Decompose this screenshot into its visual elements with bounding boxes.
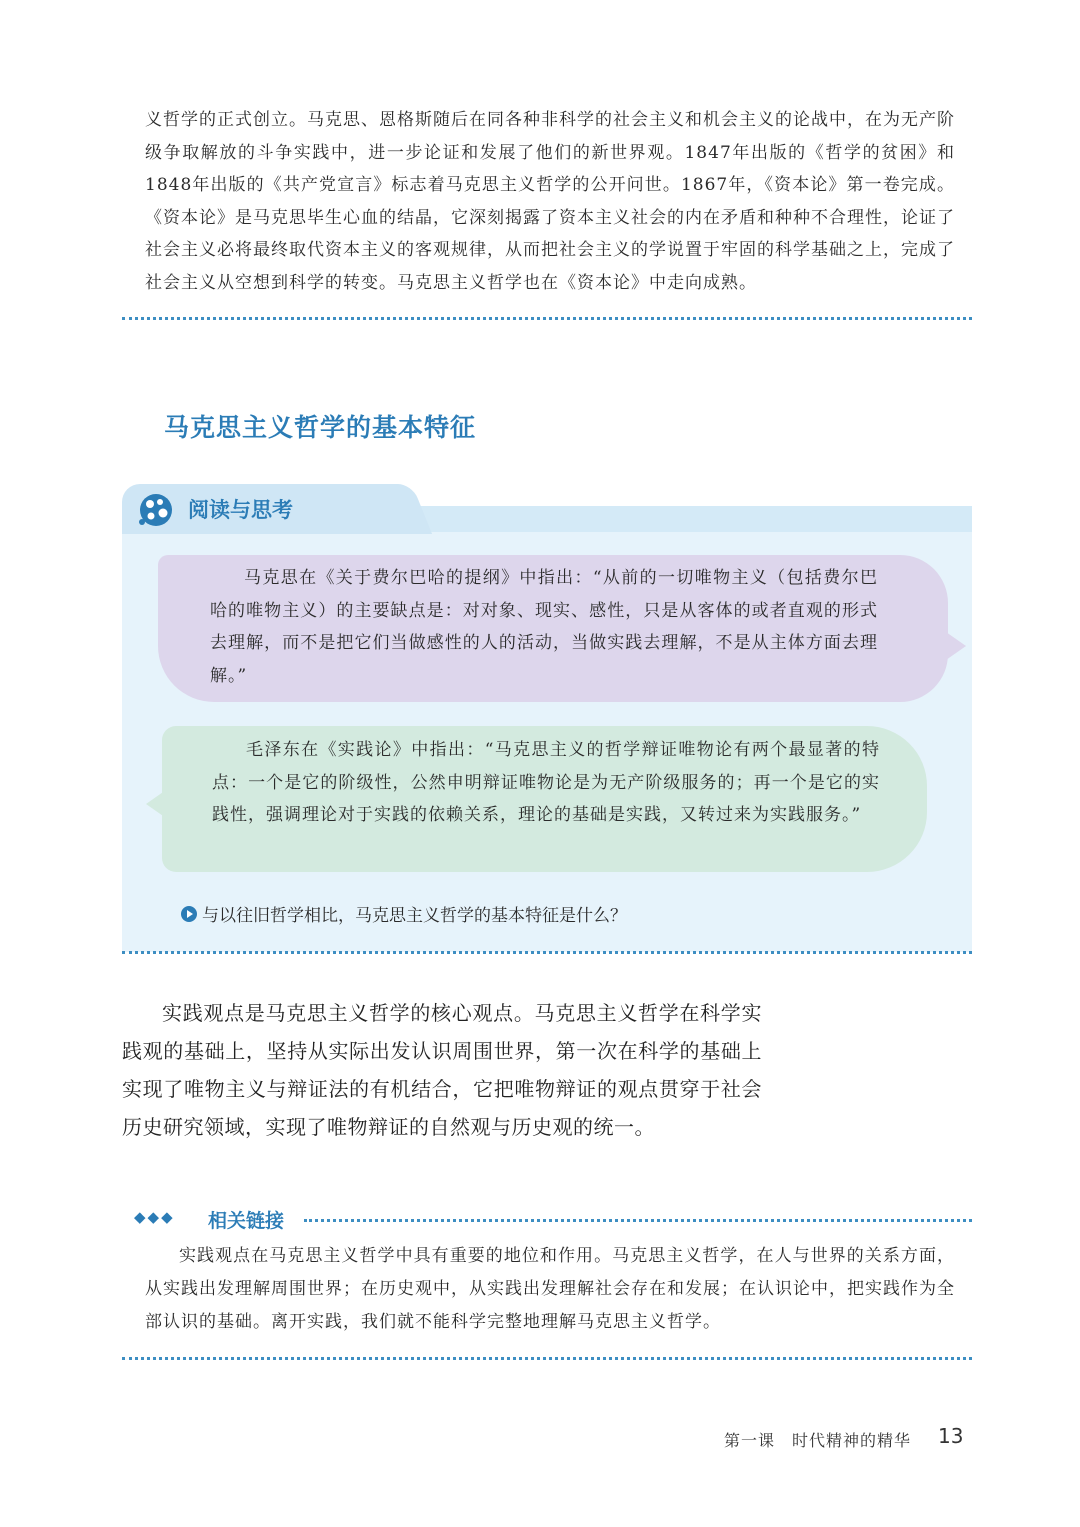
diamond-icon: ◆◆◆ — [134, 1208, 175, 1226]
quote-mao: 毛泽东在《实践论》中指出：“马克思主义的哲学辩证唯物论有两个最显著的特点：一个是它的阶级性，公然申明辩证唯物论是为无产阶级服务的；再一个是它的实践性，强调理论对于实践的依赖关系，理论的基础是实践，又转过来为实践服务。” — [212, 740, 880, 825]
related-link-divider — [304, 1219, 972, 1222]
quote-marx: 马克思在《关于费尔巴哈的提纲》中指出：“从前的一切唯物主义（包括费尔巴哈的唯物主义）的主要缺点是：对对象、现实、感性，只是从客体的或者直观的形式去理解，而不是把它们当做感性的人的活动，当做实践去理解，不是从主体方面去理解。” — [210, 568, 878, 686]
chapter-label: 第一课 时代精神的精华 — [724, 1431, 912, 1450]
related-link-title: 相关链接 — [208, 1210, 285, 1232]
section-heading: 马克思主义哲学的基本特征 — [164, 413, 477, 442]
section-divider — [122, 317, 972, 320]
bubble-tail — [146, 790, 166, 818]
reading-box-title: 阅读与思考 — [188, 498, 293, 522]
main-paragraph: 实践观点是马克思主义哲学的核心观点。马克思主义哲学在科学实践观的基础上，坚持从实际出发认识周围世界，第一次在科学的基础上实现了唯物主义与辩证法的有机结合，它把唯物辩证的观点贯穿于社会历史研究领域，实现了唯物辩证的自然观与历史观的统一。 — [122, 1001, 762, 1139]
page-number: 13 — [938, 1424, 964, 1448]
reading-icon — [136, 492, 176, 528]
related-link-text: 实践观点在马克思主义哲学中具有重要的地位和作用。马克思主义哲学，在人与世界的关系方面，从实践出发理解周围世界；在历史观中，从实践出发理解社会存在和发展；在认识论中，把实践作为全部认识的基础。离开实践，我们就不能科学完整地理解马克思主义哲学。 — [145, 1246, 955, 1332]
intro-paragraph: 义哲学的正式创立。马克思、恩格斯随后在同各种非科学的社会主义和机会主义的论战中，在为无产阶级争取解放的斗争实践中，进一步论证和发展了他们的新世界观。1847年出版的《哲学的贫困》和1848年出版的《共产党宣言》标志着马克思主义哲学的公开问世。1867年，《资本论》第一卷完成。《资本论》是马克思毕生心血的结晶，它深刻揭露了资本主义社会的内在矛盾和种种不合理性，论证了社会主义必将最终取代资本主义的客观规律，从而把社会主义的学说置于牢固的科学基础之上，完成了社会主义从空想到科学的转变。马克思主义哲学也在《资本论》中走向成熟。 — [145, 110, 955, 293]
bubble-tail — [946, 632, 966, 660]
related-link-bottom-divider — [122, 1357, 972, 1360]
reading-question: 与以往旧哲学相比，马克思主义哲学的基本特征是什么？ — [202, 906, 627, 926]
play-icon — [181, 906, 197, 922]
reading-box-divider — [122, 951, 972, 954]
